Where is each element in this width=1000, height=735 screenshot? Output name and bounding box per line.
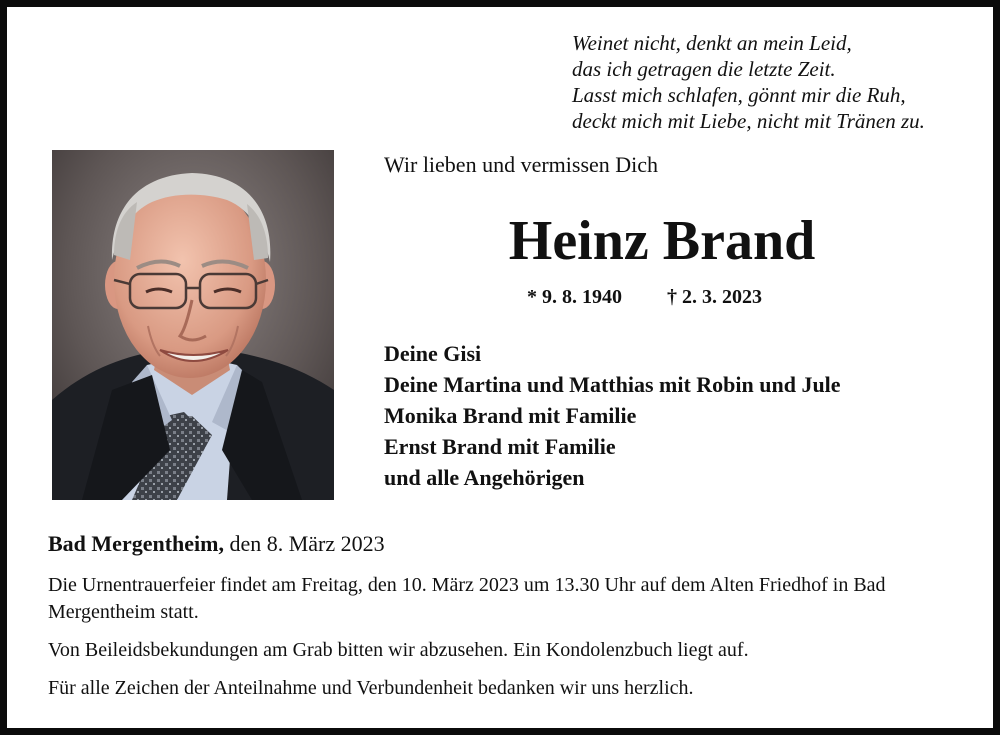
- poem-line: Lasst mich schlafen, gönnt mir die Ruh,: [572, 83, 906, 107]
- place: Bad Mergentheim,: [48, 531, 224, 556]
- condolence-paragraph: Von Beileidsbekundungen am Grab bitten wir abzusehen. Ein Kondolenzbuch liegt auf.: [48, 639, 749, 661]
- thanks-paragraph: Für alle Zeichen der Anteilnahme und Verbundenheit bedanken wir uns herzlich.: [48, 677, 694, 699]
- ceremony-paragraph: Die Urnentrauerfeier findet am Freitag, den 10. März 2023 um 13.30 Uhr auf dem Alten Friedhof in Bad Mergentheim statt.: [48, 574, 886, 623]
- mourner-line: Ernst Brand mit Familie: [384, 434, 616, 459]
- poem-line: deckt mich mit Liebe, nicht mit Tränen zu.: [572, 109, 925, 133]
- portrait-photo: [52, 150, 334, 500]
- notice-body: [48, 572, 978, 713]
- mourner-line: und alle Angehörigen: [384, 465, 585, 490]
- intro-text: Wir lieben und vermissen Dich: [384, 152, 659, 177]
- death-date: † 2. 3. 2023: [667, 286, 762, 308]
- birth-date: * 9. 8. 1940: [527, 286, 622, 308]
- mourner-line: Deine Martina und Matthias mit Robin und Jule: [384, 372, 841, 397]
- poem: [572, 30, 982, 134]
- poem-line: das ich getragen die letzte Zeit.: [572, 57, 836, 81]
- mourner-line: Monika Brand mit Familie: [384, 403, 637, 428]
- mourners-list: [384, 338, 841, 493]
- mourner-line: Deine Gisi: [384, 341, 482, 366]
- life-dates: [527, 286, 762, 309]
- poem-line: Weinet nicht, denkt an mein Leid,: [572, 31, 852, 55]
- place-date-line: [48, 531, 385, 557]
- deceased-name: Heinz Brand: [508, 210, 816, 272]
- notice-date: den 8. März 2023: [229, 531, 385, 556]
